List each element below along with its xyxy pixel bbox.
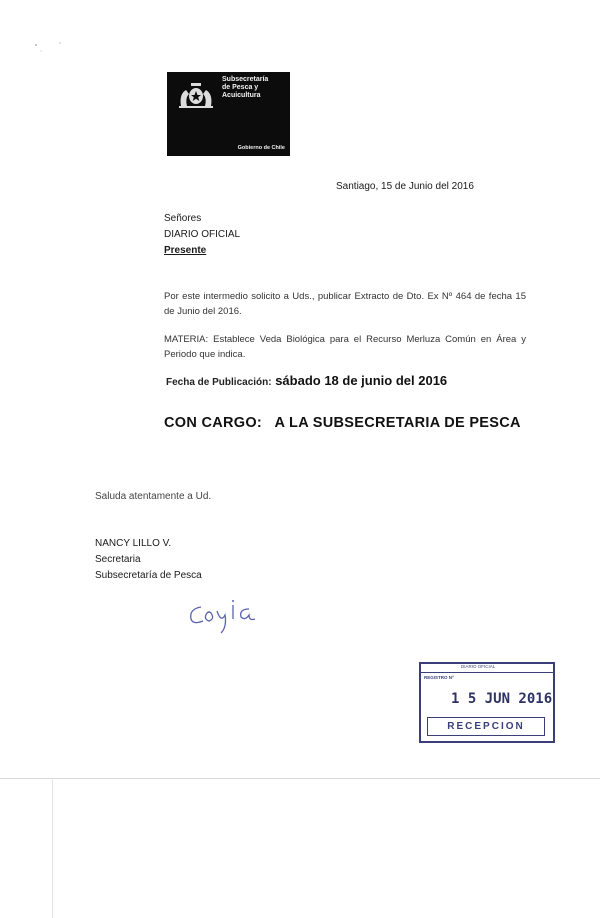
publication-label: Fecha de Publicación: (166, 377, 272, 388)
publication-value: sábado 18 de junio del 2016 (271, 373, 448, 388)
cargo-line: CON CARGO: A LA SUBSECRETARIA DE PESCA (164, 415, 521, 431)
recipient-presente: Presente (164, 245, 207, 256)
letterhead-logo (167, 72, 290, 156)
recipient-name: DIARIO OFICIAL (164, 229, 241, 240)
stamp-registro: REGISTRO Nº (424, 675, 454, 680)
stamp-header: DIARIO OFICIAL (461, 664, 496, 669)
stamp-header-rule (421, 672, 553, 673)
publication-date (166, 372, 447, 390)
handwritten-signature-icon (183, 595, 273, 635)
closing: Saluda atentamente a Ud. (95, 491, 212, 502)
page-divider (0, 778, 600, 779)
materia-label: MATERIA: (164, 334, 209, 345)
materia-paragraph (164, 332, 526, 362)
letterhead-gov: Gobierno de Chile (237, 145, 285, 151)
materia-text: Establece Veda Biológica para el Recurso Merluza Común en Área y Periodo que indica. (164, 334, 526, 360)
body-paragraph: Por este intermedio solicito a Uds., publicar Extracto de Dto. Ex Nº 464 de fecha 15 de Junio del 2016. (164, 291, 526, 317)
signer-title: Secretaria (95, 554, 141, 565)
signer-name: NANCY LILLO V. (95, 538, 172, 549)
recipient-salutation: Señores (164, 213, 202, 224)
margin-line (52, 778, 53, 918)
stamp-reception-label: RECEPCION (427, 717, 545, 736)
signer-org: Subsecretaría de Pesca (95, 570, 202, 581)
place-date: Santiago, 15 de Junio del 2016 (336, 181, 474, 192)
stamp-date: 1 5 JUN 2016 (451, 691, 553, 707)
chile-coat-of-arms-icon (175, 80, 217, 110)
reception-stamp (419, 662, 555, 743)
letterhead-org-name: Subsecretaría de Pesca y Acuicultura (222, 76, 269, 99)
